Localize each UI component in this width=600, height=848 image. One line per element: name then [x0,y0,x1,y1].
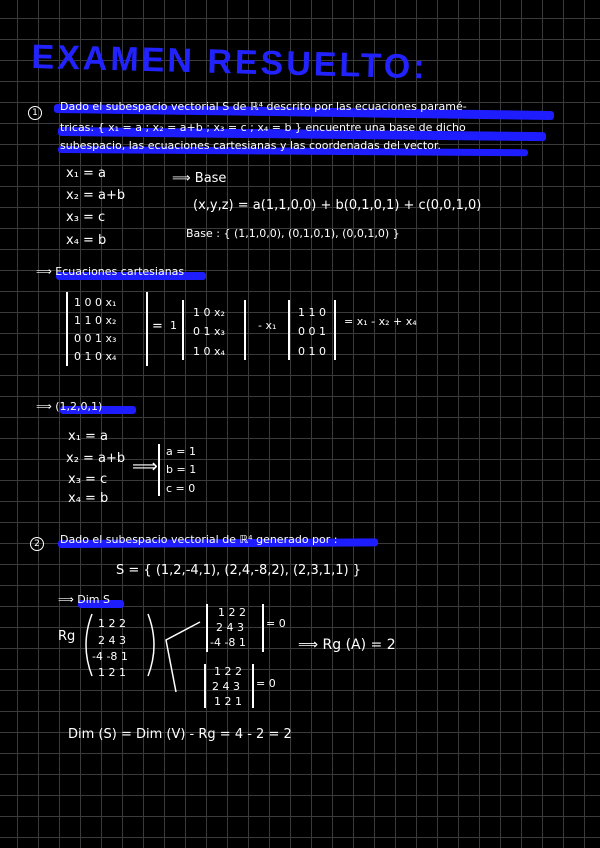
rank-label: Rg [58,629,76,644]
param-eq-x4: x₄ = b [66,233,107,248]
coefficient-1: 1 [170,319,177,332]
base-set: Base : { (1,1,0,0), (0,1,0,1), (0,0,1,0) } [186,227,400,240]
det-b-row-3: 1 2 1 [214,695,242,708]
det-row-2: 1 1 0 x₂ [74,314,117,327]
generator-set: S = { (1,2,-4,1), (2,4,-8,2), (2,3,1,1) } [116,563,362,578]
det-b-bar-left [204,664,206,708]
linear-combination: (x,y,z) = a(1,1,0,0) + b(0,1,0,1) + c(0,0,1,0) [193,198,482,213]
solution-a: a = 1 [166,445,196,458]
q1-statement-line3: subespacio, las ecuaciones cartesianas y las coordenadas del vector. [60,139,441,152]
q1-statement-line2: tricas: { x₁ = a ; x₂ = a+b ; x₃ = c ; x₄ = b } encuentre una base de dicho [60,121,466,134]
solve-eq-x2: x₂ = a+b [66,451,126,466]
det-b-bar-right [252,664,254,708]
minor2-row-2: 0 0 1 [298,325,326,338]
minor1-row-3: 1 0 x₄ [193,345,225,358]
question-number-1: 1 [28,106,42,120]
rank-matrix-row-3: -4 -8 1 [92,650,128,663]
dim-formula: Dim (S) = Dim (V) - Rg = 4 - 2 = 2 [68,727,292,742]
rank-matrix-row-2: 2 4 3 [98,634,126,647]
det-a-bar-right [262,604,264,652]
minus-x1: - x₁ [258,319,277,332]
rank-result: ⟹ Rg (A) = 2 [298,637,396,653]
rank-matrix-row-4: 1 2 1 [98,666,126,679]
minor1-row-1: 1 0 x₂ [193,306,225,319]
det-a-row-2: 2 4 3 [216,621,244,634]
q1-statement-line1: Dado el subespacio vectorial S de ℝ⁴ descrito por las ecuaciones paramé- [60,100,467,113]
dim-label: ⟹ Dim S [58,593,110,606]
cartesian-label: ⟹ Ecuaciones cartesianas [36,265,185,278]
minor1-row-2: 0 1 x₃ [193,325,225,338]
det-b-row-1: 1 2 2 [214,665,242,678]
rank-matrix-row-1: 1 2 2 [98,617,126,630]
base-label: ⟹ Base [172,171,227,186]
solution-c: c = 0 [166,482,196,495]
q2-statement: Dado el subespacio vectorial de ℝ⁴ generado por : [60,533,338,546]
det-a-bar-left [206,604,208,652]
solve-eq-x3: x₃ = c [68,472,108,487]
solve-eq-x4: x₄ = b [68,491,109,506]
param-eq-x2: x₂ = a+b [66,188,126,203]
det-a-equals: = 0 [266,617,286,630]
det-b-equals: = 0 [256,677,276,690]
det-row-4: 0 1 0 x₄ [74,350,117,363]
vector-label: ⟹ (1,2,0,1) [36,400,103,413]
implies-arrow: ⟹ [132,456,158,477]
det-a-row-3: -4 -8 1 [210,636,246,649]
minor2-row-1: 1 1 0 [298,306,326,319]
param-eq-x3: x₃ = c [66,210,106,225]
cartesian-result: = x₁ - x₂ + x₄ [344,315,417,328]
param-eq-x1: x₁ = a [66,166,107,181]
det-equals: = [152,319,163,334]
det-a-row-1: 1 2 2 [218,606,246,619]
det-row-3: 0 0 1 x₃ [74,332,117,345]
page-title: EXAMEN RESUELTO: [31,38,429,87]
solve-eq-x1: x₁ = a [68,429,109,444]
minor2-row-3: 0 1 0 [298,345,326,358]
solution-b: b = 1 [166,463,197,476]
det-b-row-2: 2 4 3 [212,680,240,693]
question-number-2: 2 [30,537,44,551]
det-row-1: 1 0 0 x₁ [74,296,117,309]
